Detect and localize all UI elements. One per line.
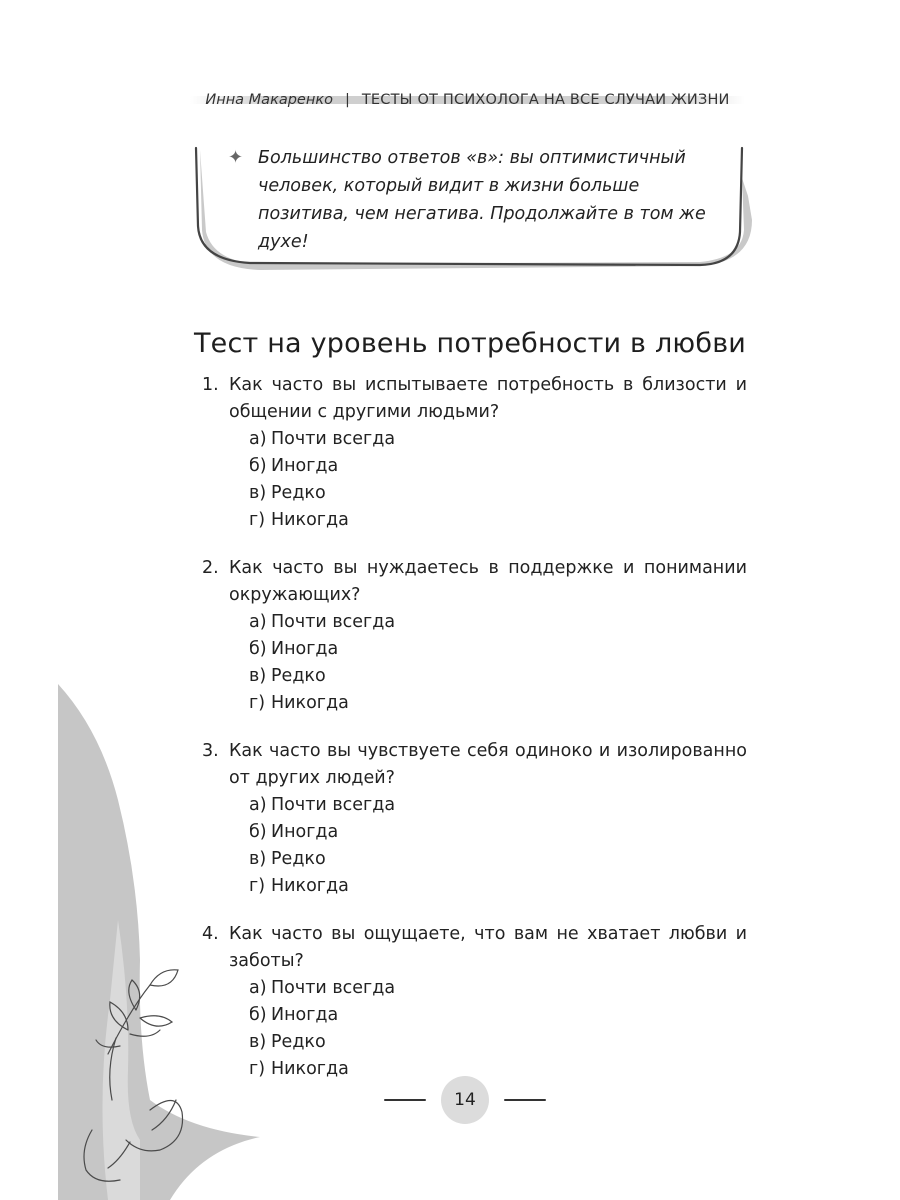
sparkle-icon: ✦ [228,147,244,168]
footer-dash-right [504,1099,546,1101]
option-letter: в) [249,849,267,869]
question-text: Как часто вы нуждаетесь в поддержке и понимании окружающих? [229,558,747,605]
option-letter: а) [249,978,267,998]
option-text: Никогда [271,693,349,713]
callout-text: Большинство ответов «в»: вы оптимистичный человек, который видит в жизни больше позитива, чем негатива. Продолжайте в том же духе! [258,148,706,252]
option-text: Почти всегда [271,978,396,998]
question-number: 4. [202,924,219,944]
option-letter: г) [249,510,266,530]
question-text: Как часто вы чувствуете себя одиноко и изолированно от других людей? [229,741,747,788]
option-text: Никогда [271,510,349,530]
option-text: Иногда [271,1005,339,1025]
header-book-title: ТЕСТЫ ОТ ПСИХОЛОГА НА ВСЕ СЛУЧАИ ЖИЗНИ [361,92,730,108]
option-letter: а) [249,612,267,632]
option-text: Редко [271,1032,326,1052]
page-number: 14 [441,1076,489,1124]
answer-option [249,453,747,480]
question-text: Как часто вы испытываете потребность в близости и общении с другими людьми? [229,375,747,422]
question-number: 3. [202,741,219,761]
header-separator: | [344,92,350,108]
option-text: Редко [271,483,326,503]
option-letter: б) [249,822,267,842]
option-text: Иногда [271,639,339,659]
answer-option [249,426,747,453]
footer-dash-left [384,1099,426,1101]
question-list [202,372,747,1104]
answer-options [202,975,747,1083]
option-letter: а) [249,795,267,815]
answer-option [249,609,747,636]
option-letter: б) [249,1005,267,1025]
answer-option [249,690,747,717]
option-text: Никогда [271,876,349,896]
option-text: Редко [271,849,326,869]
answer-options [202,792,747,900]
running-header [190,88,745,112]
header-author: Инна Макаренко [205,92,333,108]
option-text: Почти всегда [271,795,396,815]
question-4 [202,921,747,1083]
answer-option [249,480,747,507]
result-callout [228,144,728,256]
answer-option [249,846,747,873]
question-number: 2. [202,558,219,578]
option-letter: г) [249,693,266,713]
option-text: Никогда [271,1059,349,1079]
option-text: Почти всегда [271,429,396,449]
option-letter: б) [249,639,267,659]
question-text: Как часто вы ощущаете, что вам не хватает любви и заботы? [229,924,747,971]
answer-option [249,873,747,900]
option-letter: в) [249,666,267,686]
option-text: Редко [271,666,326,686]
option-letter: б) [249,456,267,476]
answer-option [249,507,747,534]
answer-options [202,426,747,534]
answer-option [249,819,747,846]
answer-option [249,636,747,663]
question-3 [202,738,747,900]
question-2 [202,555,747,717]
question-1 [202,372,747,534]
option-letter: г) [249,876,266,896]
answer-option [249,1029,747,1056]
option-letter: в) [249,483,267,503]
option-text: Почти всегда [271,612,396,632]
answer-option [249,975,747,1002]
question-number: 1. [202,375,219,395]
option-letter: г) [249,1059,266,1079]
answer-option [249,792,747,819]
option-text: Иногда [271,456,339,476]
option-text: Иногда [271,822,339,842]
option-letter: а) [249,429,267,449]
page-number-footer [380,1074,550,1126]
section-title: Тест на уровень потребности в любви [193,328,747,359]
option-letter: в) [249,1032,267,1052]
answer-options [202,609,747,717]
answer-option [249,1002,747,1029]
answer-option [249,663,747,690]
